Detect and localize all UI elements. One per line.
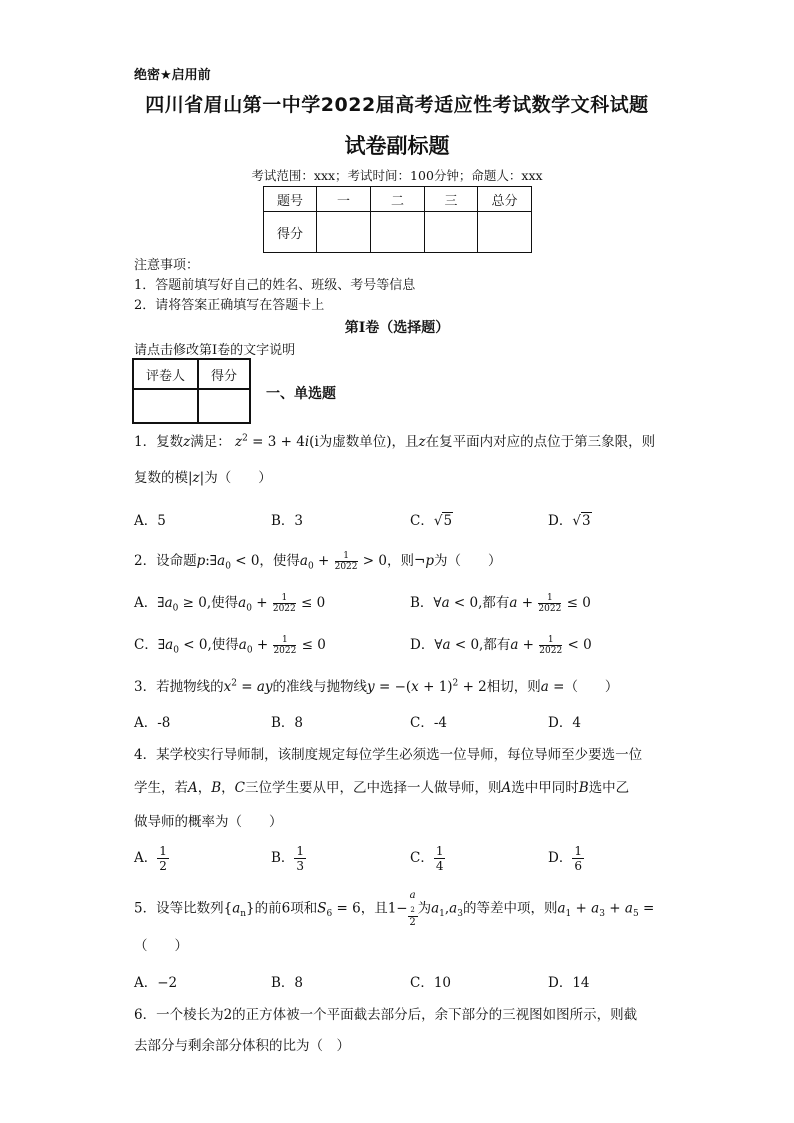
score-cell[interactable]: [317, 212, 371, 253]
question-5-line2: （ ）: [134, 938, 188, 954]
question-3: 3．若抛物线的$x^2$ = ay的准线与抛物线$y = -(x + 1)^2 + 2$相切，则a =（ ）: [134, 678, 619, 695]
q5-option-b[interactable]: B．8: [271, 975, 304, 991]
score-header: 三: [425, 187, 478, 212]
q2-option-c[interactable]: C．$\exists a_0 < 0$,使得$a_0$ + $\frac{1}{2022}$ ≤ 0: [134, 635, 326, 656]
exam-meta: 考试范围：xxx；考试时间：100分钟；命题人：xxx: [251, 168, 543, 183]
q3-option-c[interactable]: C．-4: [410, 715, 447, 731]
score-cell[interactable]: [478, 212, 532, 253]
confidential-mark: 绝密★启用前: [134, 68, 211, 83]
score-cell[interactable]: [425, 212, 478, 253]
q4-option-c[interactable]: C． $\frac{1}{4}$: [410, 844, 444, 873]
q2-option-b[interactable]: B．∀a < 0,都有a + $\frac{1}{2022}$ ≤ 0: [410, 593, 591, 614]
question-1-line2: 复数的模|z|为（ ）: [134, 470, 272, 486]
section-heading: 一、单选题: [266, 386, 336, 402]
q5-option-c[interactable]: C．10: [410, 975, 452, 991]
question-2: 2．设命题$p:\exists a_0 < 0$，使得$a_0$ + $\frac{1}{2022}$ > 0，则¬p为（ ）: [134, 551, 502, 572]
score-header: 总分: [478, 187, 532, 212]
question-4-line3: 做导师的概率为（ ）: [134, 814, 283, 830]
q5-option-d[interactable]: D．14: [548, 975, 590, 991]
q1-option-c[interactable]: C．√5: [410, 513, 453, 529]
score-row-label: 得分: [264, 212, 317, 253]
grader-table: [132, 358, 251, 424]
notes: [134, 256, 415, 316]
score-header: 二: [371, 187, 425, 212]
q2-option-a[interactable]: A．$\exists a_0 \ge 0$,使得$a_0$ + $\frac{1}{2022}$ ≤ 0: [134, 593, 326, 614]
exam-subtitle: 试卷副标题: [344, 134, 450, 158]
q4-option-b[interactable]: B． $\frac{1}{3}$: [271, 844, 305, 873]
notes-item: 1．答题前填写好自己的姓名、班级、考号等信息: [134, 278, 416, 293]
q1-option-d[interactable]: D．√3: [548, 513, 591, 529]
grader-cell[interactable]: [198, 389, 250, 423]
notes-item: 2．请将答案正确填写在答题卡上: [134, 298, 325, 313]
score-header: 一: [317, 187, 371, 212]
q1-option-a[interactable]: A．5: [134, 513, 166, 529]
question-4-line2: 学生，若A，B，C三位学生要从甲，乙中选择一人做导师，则A选中甲同时B选中乙: [134, 780, 630, 796]
question-1: 1．复数z满足： $z^2 = 3 + 4i(i$为虚数单位)，且z在复平面内对应的点位于第三象限，则: [134, 433, 656, 450]
question-6-line2: 去部分与剩余部分体积的比为（ ）: [134, 1038, 350, 1054]
score-table: [263, 186, 532, 253]
q5-option-a[interactable]: A．−2: [134, 975, 178, 991]
q1-option-b[interactable]: B．3: [271, 513, 304, 529]
exam-title: 四川省眉山第一中学2022届高考适应性考试数学文科试题: [145, 94, 649, 116]
q4-option-d[interactable]: D． $\frac{1}{6}$: [548, 844, 582, 873]
question-5: 5．设等比数列$\{a_n\}$的前6项和$S_6 = 6$，且1− a $_2$ 2 为$a_1,a_3$的等差中项，则$a_1 + a_3 + a_5$ =: [134, 890, 655, 928]
q3-option-a[interactable]: A．-8: [134, 715, 171, 731]
q2-option-d[interactable]: D．∀a < 0,都有a + $\frac{1}{2022}$ < 0: [410, 635, 592, 656]
question-6-line1: 6．一个棱长为2的正方体被一个平面截去部分后，余下部分的三视图如图所示，则截: [134, 1007, 638, 1023]
grader-header: 得分: [198, 359, 250, 389]
grader-cell[interactable]: [133, 389, 198, 423]
score-cell[interactable]: [371, 212, 425, 253]
notes-title: 注意事项：: [134, 258, 200, 273]
score-header: 题号: [264, 187, 317, 212]
grader-header: 评卷人: [133, 359, 198, 389]
q4-option-a[interactable]: A． $\frac{1}{2}$: [134, 844, 167, 873]
part1-description[interactable]: 请点击修改第I卷的文字说明: [134, 343, 296, 358]
question-4-line1: 4．某学校实行导师制，该制度规定每位学生必须选一位导师，每位导师至少要选一位: [134, 747, 643, 763]
q3-option-b[interactable]: B．8: [271, 715, 304, 731]
part1-title: 第I卷（选择题）: [344, 320, 450, 336]
q3-option-d[interactable]: D．4: [548, 715, 581, 731]
